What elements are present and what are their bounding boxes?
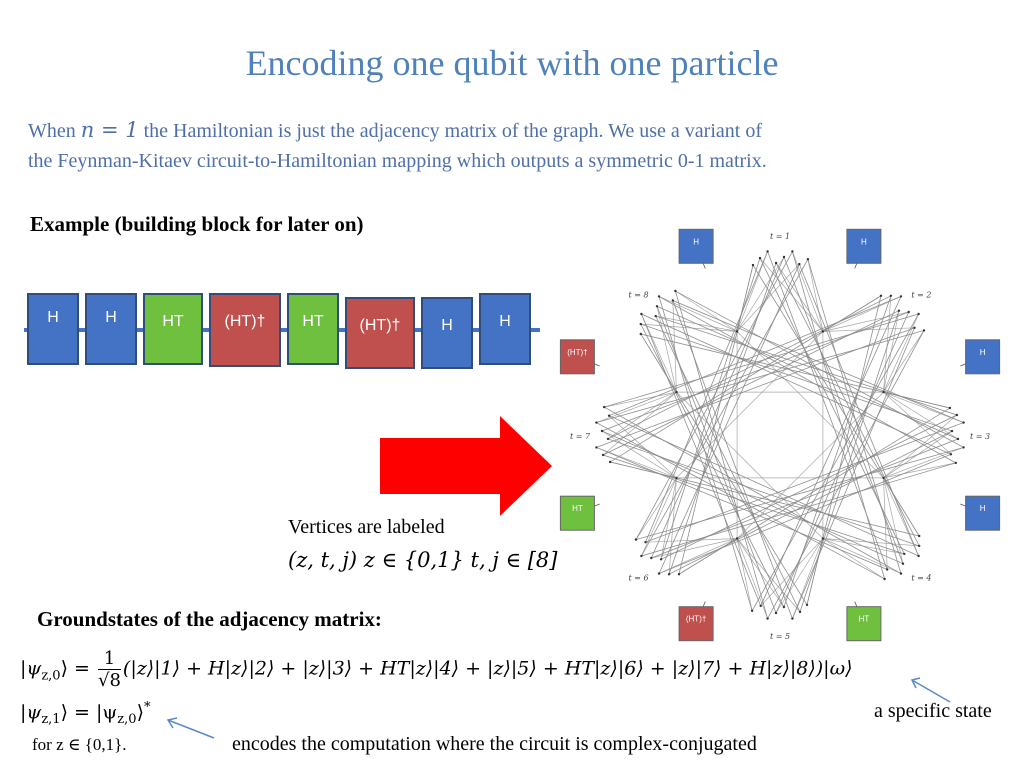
graph-vertex xyxy=(601,430,603,432)
graph-vertex xyxy=(603,406,605,408)
graph-vertex xyxy=(658,572,660,574)
graph-vertex xyxy=(736,537,738,539)
equation-psi-z0 xyxy=(20,648,852,691)
graph-vertex xyxy=(656,305,658,307)
graph-vertex xyxy=(674,290,676,292)
eq2-mid: ⟩ = |ψ xyxy=(60,701,118,724)
graph-vertex xyxy=(607,438,609,440)
graph-vertex xyxy=(658,295,660,297)
graph-vertex xyxy=(949,407,951,409)
time-label-8: t = 8 xyxy=(628,290,649,300)
graph-vertex xyxy=(595,421,597,423)
graph-vertex xyxy=(883,578,885,580)
hamiltonian-graph xyxy=(567,215,1020,655)
graph-gate-box-4 xyxy=(960,496,999,530)
graph-vertex xyxy=(900,295,902,297)
graph-edge xyxy=(610,296,881,462)
graph-vertex xyxy=(900,572,902,574)
time-label-2: t = 2 xyxy=(911,290,932,300)
time-label-4: t = 4 xyxy=(911,573,932,583)
gate-label: H xyxy=(441,317,453,334)
graph-gate-box-8 xyxy=(560,340,599,374)
graph-vertex xyxy=(660,558,662,560)
graph-vertex xyxy=(917,555,919,557)
graph-vertex xyxy=(799,611,801,613)
circuit-gate-6 xyxy=(346,298,414,368)
callout-specific-state xyxy=(912,680,950,702)
graph-vertex xyxy=(640,555,642,557)
graph-vertex xyxy=(775,612,777,614)
graph-vertex xyxy=(882,391,884,393)
graph-vertex xyxy=(822,537,824,539)
circuit-gate-5 xyxy=(288,294,338,364)
graph-edge xyxy=(737,539,768,619)
groundstates-heading: Groundstates of the adjacency matrix: xyxy=(37,607,382,631)
graph-vertex xyxy=(736,330,738,332)
gate-label: HT xyxy=(302,313,324,330)
eq2-end: ⟩ xyxy=(136,701,144,724)
graph-edge xyxy=(737,251,768,331)
graph-vertex xyxy=(807,258,809,260)
graph-vertex xyxy=(791,617,793,619)
graph-gate-box-6 xyxy=(679,602,713,641)
graph-edge xyxy=(884,392,964,423)
eq1-lhs: |ψ xyxy=(20,657,42,680)
graph-vertex xyxy=(806,604,808,606)
graph-edge xyxy=(792,251,823,331)
graph-vertex xyxy=(644,541,646,543)
graph-vertex xyxy=(766,617,768,619)
graph-gate-box-3 xyxy=(960,340,999,374)
graph-gate-box-2 xyxy=(847,229,881,268)
graph-edge xyxy=(641,259,808,556)
graph-edge xyxy=(609,296,901,415)
specific-state-note: a specific state xyxy=(874,700,992,722)
graph-vertex xyxy=(640,323,642,325)
graph-vertex xyxy=(956,414,958,416)
graph-vertex xyxy=(950,453,952,455)
intro-line-2: the Feynman-Kitaev circuit-to-Hamiltonian mapping which outputs a symmetric 0-1 matrix. xyxy=(28,150,767,172)
graph-vertex xyxy=(640,333,642,335)
graph-edge xyxy=(661,258,760,559)
graph-vertex xyxy=(775,262,777,264)
time-label-5: t = 5 xyxy=(769,632,791,641)
graph-edge xyxy=(737,332,883,478)
circuit-gate-3 xyxy=(144,294,202,364)
graph-edge xyxy=(603,455,904,554)
graph-edge xyxy=(659,454,951,573)
circuit-gate-8 xyxy=(480,294,530,364)
callout-encodes-head xyxy=(168,718,177,728)
graph-vertex xyxy=(602,454,604,456)
slide-title: Encoding one qubit with one particle xyxy=(245,43,779,83)
graph-gate-box-5 xyxy=(847,602,881,641)
example-heading: Example (building block for later on) xyxy=(30,212,364,236)
graph-edge xyxy=(608,296,891,439)
eq1-fraction xyxy=(98,648,121,691)
gate-label: (HT)† xyxy=(567,347,588,357)
graph-edge xyxy=(884,447,964,478)
graph-vertex xyxy=(675,391,677,393)
graph-gate-box-7 xyxy=(560,496,599,530)
graph-vertex xyxy=(766,250,768,252)
graph-edges xyxy=(596,251,963,618)
gate-label: H xyxy=(47,309,59,326)
eq2-lhs: |ψ xyxy=(20,701,42,724)
graph-vertex xyxy=(822,330,824,332)
graph-vertex xyxy=(955,462,957,464)
gate-box xyxy=(28,294,78,364)
graph-vertex xyxy=(668,573,670,575)
graph-vertex xyxy=(751,610,753,612)
graph-vertex xyxy=(760,605,762,607)
graph-edge xyxy=(884,415,957,478)
eq1-lhs-sub: z,0 xyxy=(41,668,61,684)
graph-vertex xyxy=(640,313,642,315)
graph-vertex xyxy=(898,310,900,312)
graph-vertex xyxy=(655,315,657,317)
graph-edge xyxy=(656,316,957,415)
gate-label: HT xyxy=(162,313,184,330)
graph-vertex xyxy=(609,461,611,463)
circuit-gate-1 xyxy=(28,294,78,364)
eq1-lhs-end: ⟩ = xyxy=(60,657,90,680)
graph-edge xyxy=(677,392,823,538)
graph-vertex xyxy=(783,256,785,258)
graph-edge xyxy=(792,539,823,619)
gate-label: H xyxy=(861,237,867,247)
graph-edge xyxy=(641,314,760,606)
graph-vertex xyxy=(918,535,920,537)
circuit-gate-4 xyxy=(210,294,280,366)
graph-vertex xyxy=(678,573,680,575)
graph-edge xyxy=(800,311,899,612)
circuit-gate-2 xyxy=(86,294,136,364)
time-label-3: t = 3 xyxy=(969,432,991,441)
graph-edge xyxy=(737,392,883,538)
graph-vertex xyxy=(759,257,761,259)
callout-encodes xyxy=(168,720,214,738)
graph-vertex xyxy=(608,415,610,417)
right-arrow xyxy=(380,416,560,516)
graph-vertex xyxy=(672,299,674,301)
graph-vertex xyxy=(675,477,677,479)
graph-vertex xyxy=(913,327,915,329)
graph-edge xyxy=(799,264,918,556)
callout-specific-state-head xyxy=(912,678,920,688)
eq1-frac-den: √8 xyxy=(98,670,121,691)
graph-vertex xyxy=(908,311,910,313)
graph-edge xyxy=(604,407,901,573)
gate-label: H xyxy=(979,504,986,514)
graph-vertex xyxy=(917,313,919,315)
graph-vertex xyxy=(752,264,754,266)
graph-vertex xyxy=(791,250,793,252)
graph-vertex xyxy=(635,538,637,540)
gate-label: H xyxy=(105,309,117,326)
graph-gate-box-1 xyxy=(679,229,713,268)
graph-edge xyxy=(737,539,800,612)
graph-vertex xyxy=(903,553,905,555)
graph-vertex xyxy=(783,606,785,608)
gate-label: H xyxy=(693,237,699,247)
circuit-diagram xyxy=(24,288,544,378)
graph-vertex xyxy=(886,568,888,570)
eq2-lhs-sub: z,1 xyxy=(41,712,61,728)
graph-vertex xyxy=(957,438,959,440)
graph-edge xyxy=(596,392,676,423)
gate-box xyxy=(86,294,136,364)
gate-label: H xyxy=(499,313,511,330)
intro-line-1-post: the Hamiltonian is just the adjacency matrix of the graph. We use a variant of xyxy=(138,120,762,142)
graph-edge xyxy=(776,263,919,546)
time-label-7: t = 7 xyxy=(569,432,591,441)
gate-label: (HT)† xyxy=(685,614,707,624)
graph-vertex xyxy=(918,545,920,547)
vertex-set-formula: (z, t, j) z ∈ {0,1} t, j ∈ [8] xyxy=(288,548,558,572)
gate-label: (HT)† xyxy=(224,313,266,330)
graph-edge xyxy=(608,439,919,546)
graph-edge xyxy=(596,447,676,478)
time-label-6: t = 6 xyxy=(628,573,649,583)
arrow-shape xyxy=(380,416,552,516)
graph-edge xyxy=(659,296,956,463)
graph-vertex xyxy=(650,557,652,559)
gate-box xyxy=(210,294,280,366)
eq1-rhs: (|z⟩|1⟩ + H|z⟩|2⟩ + |z⟩|3⟩ + HT|z⟩|4⟩ + |z⟩|5⟩ + HT|z⟩|6⟩ + |z⟩|7⟩ + H|z⟩|8⟩)|ω⟩ xyxy=(122,657,853,680)
time-label-1: t = 1 xyxy=(769,232,791,241)
graph-vertex xyxy=(962,421,964,423)
circuit-gate-7 xyxy=(422,298,472,368)
intro-line-1 xyxy=(28,118,762,143)
graph-edge xyxy=(677,332,823,478)
graph-vertices xyxy=(595,250,965,620)
vertices-labeled-text: Vertices are labeled xyxy=(288,516,445,538)
graph-edge xyxy=(641,324,784,607)
gate-label: HT xyxy=(858,614,870,624)
gate-label: HT xyxy=(572,504,583,514)
intro-line-1-pre: When xyxy=(28,120,81,142)
graph-vertex xyxy=(595,446,597,448)
graph-vertex xyxy=(890,295,892,297)
for-z-note: for z ∈ {0,1}. xyxy=(32,735,127,754)
encodes-note: encodes the computation where the circuit is complex-conjugated xyxy=(232,733,757,755)
graph-edge xyxy=(669,431,952,574)
graph-vertex xyxy=(951,430,953,432)
eq1-frac-num: 1 xyxy=(98,648,121,670)
equation-psi-z1 xyxy=(20,700,150,727)
graph-vertex xyxy=(923,329,925,331)
graph-vertex xyxy=(902,563,904,565)
graph-vertex xyxy=(962,446,964,448)
eq2-sup: * xyxy=(143,700,151,715)
graph-edge xyxy=(603,392,676,455)
graph-vertex xyxy=(882,477,884,479)
graph-edge xyxy=(752,314,919,611)
graph-edge xyxy=(760,258,823,331)
gate-label: H xyxy=(979,347,986,357)
eq2-rhs-sub: z,0 xyxy=(117,712,137,728)
gate-label: (HT)† xyxy=(359,317,401,334)
graph-vertex xyxy=(798,263,800,265)
intro-math-n: n = 1 xyxy=(80,118,139,142)
graph-vertex xyxy=(880,295,882,297)
